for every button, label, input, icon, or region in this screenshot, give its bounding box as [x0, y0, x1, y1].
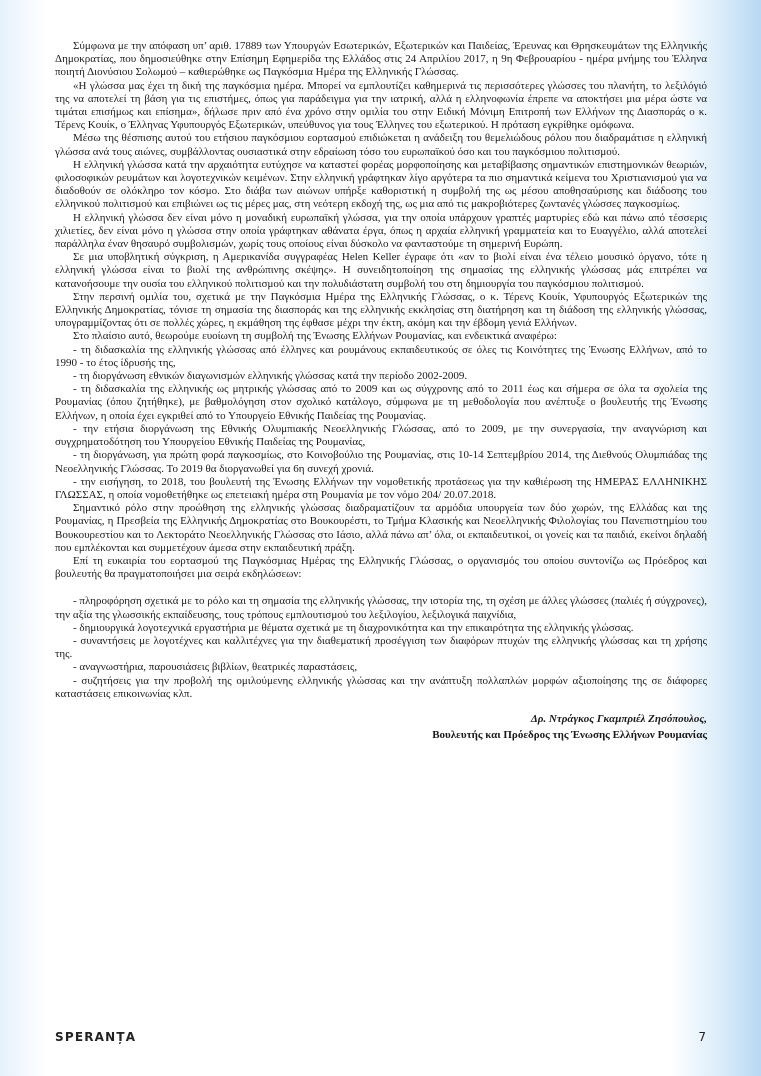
article-body	[55, 40, 707, 743]
list-item: - τη διοργάνωση, για πρώτη φορά παγκοσμίως, στο Κοινοβούλιο της Ρουμανίας, στις 10-14 Σεπτεμβρίου 2014, της Διεθνούς Ολυμπιάδας της Νεοελληνικής Γλώσσας. Το 2019 θα διοργανωθεί για 6η συνεχή χρονιά.	[55, 449, 707, 475]
paragraph: Η ελληνική γλώσσα κατά την αρχαιότητα ευτύχησε να καταστεί φορέας μορφοποίησης και μεταβίβασης σημαντικών επιστημονικών θεωριών, φιλοσοφικών ρευμάτων και λογοτεχνικών κειμένων. Στην ελληνική γράφτηκαν λίγο αργότερα τα πιο σημαντικά κείμενα του Χριστιανισμού για να διαδοθούν σε ολόκληρο τον κόσμο. Στο διάβα των αιώνων υπήρξε καθοριστική η συμβολή της ως μέσου αποθησαύρισης και διάδοσης του ελληνικού πολιτισμού και επιβιώνει ως τις μέρες μας, στη νεότερη εκδοχή της, ως μια από τις μακροβιότερες ζωντανές γλώσσες παγκοσμίως.	[55, 158, 707, 211]
paragraph: Σημαντικό ρόλο στην προώθηση της ελληνικής γλώσσας διαδραματίζουν τα αρμόδια υπουργεία των δύο χωρών, της Ελλάδας και της Ρουμανίας, η Πρεσβεία της Ελληνικής Δημοκρατίας στο Βουκουρέστι, το Τμήμα Κλασικής και Νεοελληνικής Φιλολογίας του Πανεπιστημίου του Βουκουρεστίου και το Λεκτοράτο Νεοελληνικής Γλώσσας στο Ιάσιο, αλλά πάνω απ’ όλα, οι εκπαιδευτικοί, οι γονείς και τα παιδιά, εκείνοι δηλαδή που εμπλέκονται και συμμετέχουν άμεσα στην εκπαιδευτική πράξη.	[55, 502, 707, 554]
list-item: - την εισήγηση, το 2018, του βουλευτή της Ένωσης Ελλήνων την νομοθετικής προτάσεως για την καθιέρωση της ΗΜΕΡΑΣ ΕΛΛΗΝΙΚΗΣ ΓΛΩΣΣΑΣ, η οποία νομοθετήθηκε ως επετειακή ημέρα στη Ρουμανία με τον νόμο 204/ 20.07.2018.	[55, 475, 707, 501]
page-number: 7	[698, 1030, 706, 1044]
signature-block	[55, 711, 707, 743]
paragraph: «Η γλώσσα μας έχει τη δική της παγκόσμια ημέρα. Μπορεί να εμπλουτίζει καθημερινά τις περισσότερες γλώσσες του πλανήτη, το λεξιλόγιό της να αποτελεί τη βάση για τις επιστήμες, όπως για παράδειγμα για την ιατρική, αλλά η ελληνοφωνία έπρεπε να αποκτήσει μια μέρα ώστε να τιμάται επισήμως και επίσημα», δήλωσε πριν από ένα χρόνο στην ομιλία του στην Ειδική Μόνιμη Επιτροπή των Ελλήνων της Διασποράς ο κ. Τέρενς Κουίκ, ο Έλληνας Υφυπουργός Εξωτερικών, υπεύθυνος για τους Έλληνες του εξωτερικού. Η πρόταση εγκρίθηκε ομόφωνα.	[55, 79, 707, 132]
paragraph: Επί τη ευκαιρία του εορτασμού της Παγκόσμιας Ημέρας της Ελληνικής Γλώσσας, ο οργανισμός του οποίου συντονίζω ως Πρόεδρος και βουλευτής θα πραγματοποιήσει μια σειρά εκδηλώσεων:	[55, 554, 707, 581]
paragraph: Η ελληνική γλώσσα δεν είναι μόνο η μοναδική ευρωπαϊκή γλώσσα, για την οποία υπάρχουν γραπτές μαρτυρίες εδώ και πάνω από τέσσερις χιλιετίες, δεν είναι μόνο η γλώσσα στην οποία γράφτηκαν αθάνατα έργα, όπως η αρχαία ελληνική γραμματεία και το Ευαγγέλιο, αλλά αποτελεί παράλληλα έναν θησαυρό συμβολισμών, χωρίς τους οποίους είναι δύσκολο να φανταστούμε τη σημερινή Ευρώπη.	[55, 211, 707, 251]
paragraph: Σύμφωνα με την απόφαση υπ’ αριθ. 17889 των Υπουργών Εσωτερικών, Εξωτερικών και Παιδείας, Έρευνας και Θρησκευμάτων της Ελληνικής Δημοκρατίας, που δημοσιεύθηκε στην Επίσημη Εφημερίδα της Ελλάδος στις 24 Απριλίου 2017, η 9η Φεβρουαρίου - ημέρα μνήμης του Έλληνα ποιητή Διονύσιου Σολωμού – καθιερώθηκε ως Παγκόσμια Ημέρα της Ελληνικής Γλώσσας.	[55, 40, 707, 79]
magazine-brand: SPERANȚA	[55, 1030, 137, 1044]
list-item: - αναγνωστήρια, παρουσιάσεις βιβλίων, θεατρικές παραστάσεις,	[73, 661, 358, 674]
list-item: - συζητήσεις για την προβολή της ομιλούμενης ελληνικής γλώσσας και την ανάπτυξη πολλαπλών μορφών αξιοποίησης της σε διάφορες καταστάσεις επικοινωνίας κλπ.	[55, 674, 707, 700]
paragraph: Σε μια υποβλητική σύγκριση, η Αμερικανίδα συγγραφέας Helen Keller έγραφε ότι «αν το βιολί είναι ένα τέλειο μουσικό όργανο, τότε η ελληνική γλώσσα είναι το βιολί της ανθρώπινης σκέψης». Η συνειδητοποίηση της σημασίας της ελληνικής γλώσσας μάς επιτρέπει να κατανοήσουμε την ουσία του ελληνικού πολιτισμού και την πολυδιάστατη συμβολή του στη δημιουργία του παγκόσμιου πολιτισμού.	[55, 251, 707, 290]
paragraph: Στην περσινή ομιλία του, σχετικά με την Παγκόσμια Ημέρα της Ελληνικής Γλώσσας, ο κ. Τέρενς Κουίκ, Υφυπουργός Εξωτερικών της Ελληνικής Δημοκρατίας, τόνισε τη σημασία της διασποράς και της ελληνικής εκκλησίας στη διατήρηση και τη διάδοση της ελληνικής γλώσσας, υπογραμμίζοντας ότι σε πολλές χώρες, η εκμάθηση της έφθασε μέχρι την έκτη, ακόμη και την έβδομη γενιά Ελλήνων.	[55, 290, 707, 330]
list-item: - συναντήσεις με λογοτέχνες και καλλιτέχνες για την διαθεματική προσέγγιση των διαφόρων πτυχών της ελληνικής γλώσσας και τη χρήσης της.	[55, 634, 707, 661]
paragraph: Στο πλαίσιο αυτό, θεωρούμε ευοίωνη τη συμβολή της Ένωσης Ελλήνων Ρουμανίας, και ενδεικτικά αναφέρω:	[73, 330, 557, 343]
signature-name: Δρ. Ντράγκος Γκαμπριέλ Ζησόπουλος,	[530, 712, 707, 725]
signature-role: Βουλευτής και Πρόεδρος της Ένωσης Ελλήνων Ρουμανίας	[432, 728, 707, 741]
list-item: - τη διδασκαλία της ελληνικής γλώσσας από έλληνες και ρουμάνους εκπαιδευτικούς σε όλες τις Κοινότητες της Ένωσης Ελλήνων, από το 1990 - το έτος ίδρυσής της,	[55, 343, 707, 369]
list-item: - δημιουργικά λογοτεχνικά εργαστήρια με θέματα σχετικά με τη διαχρονικότητα και την επικαιρότητα της ελληνικής γλώσσας.	[73, 621, 634, 634]
list-item: - τη διοργάνωση εθνικών διαγωνισμών ελληνικής γλώσσας κατά την περίοδο 2002-2009.	[73, 370, 468, 383]
list-item: - την ετήσια διοργάνωση της Εθνικής Ολυμπιακής Νεοελληνικής Γλώσσας, από το 2009, με την συνεργασία, την αναγνώριση και συγχρηματοδότηση του Υπουργείου Εθνικής Παιδείας της Ρουμανίας,	[55, 422, 707, 449]
list-item: - τη διδασκαλία της ελληνικής ως μητρικής γλώσσας από το 2009 και ως σύγχρονης από το 2011 έως και σήμερα σε όλα τα σχολεία της Ρουμανίας (όπου ζητήθηκε), με βαθμολόγηση στον σχολικό κατάλογο, σύμφωνα με τη μεθοδολογία που ανέπτυξε ο βουλευτής της Ένωσης Ελλήνων, η οποία έχει εγκριθεί από το Υπουργείο Εθνικής Παιδείας της Ρουμανίας.	[55, 383, 707, 422]
list-item: - πληροφόρηση σχετικά με το ρόλο και τη σημασία της ελληνικής γλώσσας, την ιστορία της, τη σχέση με άλλες γλώσσες (παλιές ή σύγχρονες), την αξία της γλωσσικής εκπαίδευσης, τους τρόπους εμπλουτισμού του λεξιλογίου, λεξιλογικά παιχνίδια,	[55, 595, 707, 621]
paragraph: Μέσω της θέσπισης αυτού του ετήσιου παγκόσμιου εορτασμού επιδιώκεται η ανάδειξη του θεμελιώδους ρόλου που διαδραμάτισε η ελληνική γλώσσα ανά τους αιώνες, συμβάλλοντας ουσιαστικά στην εδραίωση τόσο του ευρωπαϊκού όσο και του παγκόσμιου πολιτισμού.	[55, 132, 707, 158]
page-footer	[55, 1030, 706, 1044]
